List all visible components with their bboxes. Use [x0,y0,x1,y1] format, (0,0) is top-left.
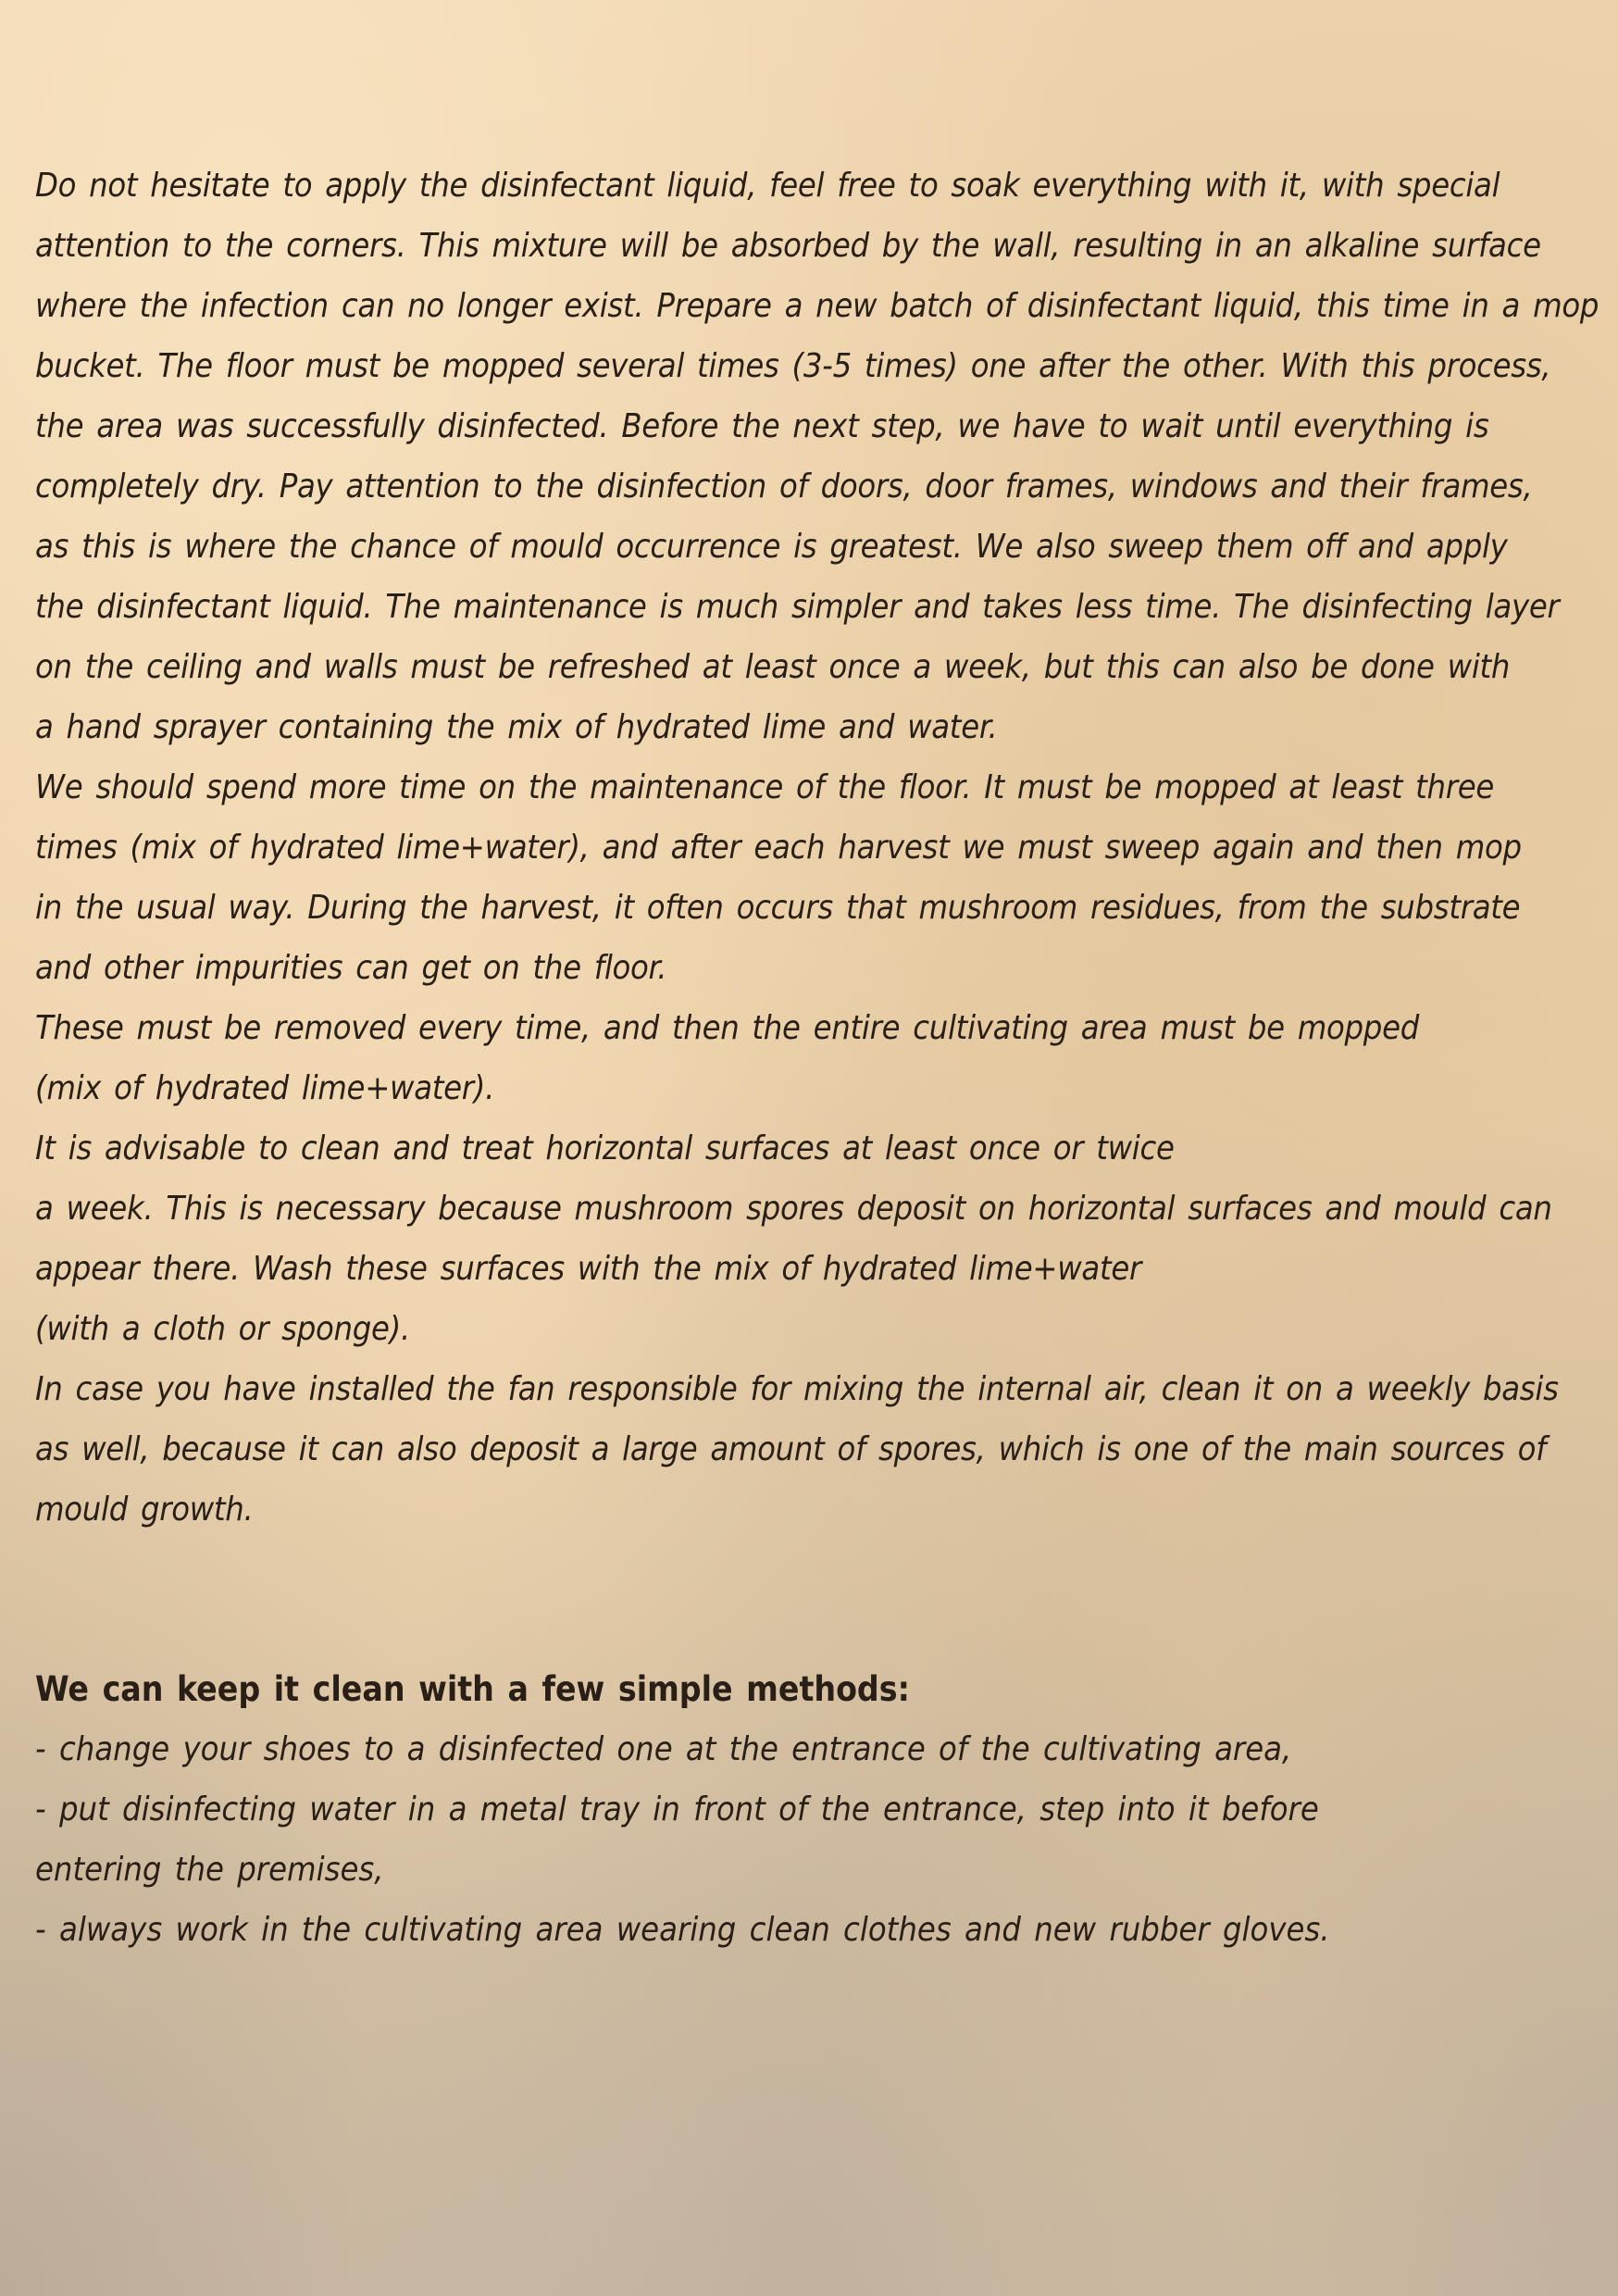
text-line: - always work in the cultivating area wearing clean clothes and new rubber gloves. [35,1911,1330,1949]
text-line: (with a cloth or sponge). [35,1310,410,1348]
paragraph-residue-removal [35,998,1590,1118]
list-item [35,1900,1590,1960]
list-item [35,1719,1590,1779]
text-line: (mix of hydrated lime+water). [35,1069,495,1107]
text-line: times (mix of hydrated lime+water), and after each harvest we must sweep again and then mop [35,829,1522,867]
methods-heading: We can keep it clean with a few simple methods: [35,1669,910,1709]
text-line: We should spend more time on the maintenance of the floor. It must be mopped at least three [35,768,1495,806]
text-line: mould growth. [35,1491,254,1529]
text-line: Do not hesitate to apply the disinfectant liquid, feel free to soak everything with it, with special [35,167,1500,205]
paragraph-floor-maintenance [35,757,1590,998]
paragraph-fan-cleaning [35,1359,1590,1540]
paragraph-disinfection [35,156,1599,757]
text-line: completely dry. Pay attention to the disinfection of doors, door frames, windows and their frames, [35,468,1533,505]
text-line: the disinfectant liquid. The maintenance is much simpler and takes less time. The disinfecting layer [35,588,1560,626]
text-line: - change your shoes to a disinfected one at the entrance of the cultivating area, [35,1730,1292,1768]
text-line: a hand sprayer containing the mix of hydrated lime and water. [35,708,998,746]
text-line: It is advisable to clean and treat horizontal surfaces at least once or twice [35,1129,1175,1167]
paragraph-horizontal-surfaces [35,1118,1590,1359]
text-line: as well, because it can also deposit a large amount of spores, which is one of the main sources of [35,1430,1547,1468]
text-line: where the infection can no longer exist. Prepare a new batch of disinfectant liquid, this time in a mop [35,287,1599,325]
text-line: on the ceiling and walls must be refreshed at least once a week, but this can also be done with [35,648,1511,686]
list-item [35,1779,1590,1900]
text-line: a week. This is necessary because mushroom spores deposit on horizontal surfaces and mould can [35,1190,1552,1228]
text-line: and other impurities can get on the floor. [35,949,667,987]
text-line: In case you have installed the fan responsible for mixing the internal air, clean it on a weekly basis [35,1370,1559,1408]
methods-list [35,1719,1590,1960]
text-line: as this is where the chance of mould occurrence is greatest. We also sweep them off and apply [35,528,1508,566]
text-line: bucket. The floor must be mopped several times (3-5 times) one after the other. With this process, [35,347,1551,385]
text-line: attention to the corners. This mixture will be absorbed by the wall, resulting in an alkaline surface [35,227,1541,265]
text-line: the area was successfully disinfected. Before the next step, we have to wait until everything is [35,407,1489,445]
methods-section [35,1659,1590,1960]
text-line: entering the premises, [35,1851,384,1889]
text-line: These must be removed every time, and then the entire cultivating area must be mopped [35,1009,1419,1047]
text-line: appear there. Wash these surfaces with the mix of hydrated lime+water [35,1250,1141,1288]
body-text [35,156,1599,1540]
text-line: - put disinfecting water in a metal tray in front of the entrance, step into it before [35,1791,1319,1828]
text-line: in the usual way. During the harvest, it often occurs that mushroom residues, from the substrate [35,889,1521,927]
